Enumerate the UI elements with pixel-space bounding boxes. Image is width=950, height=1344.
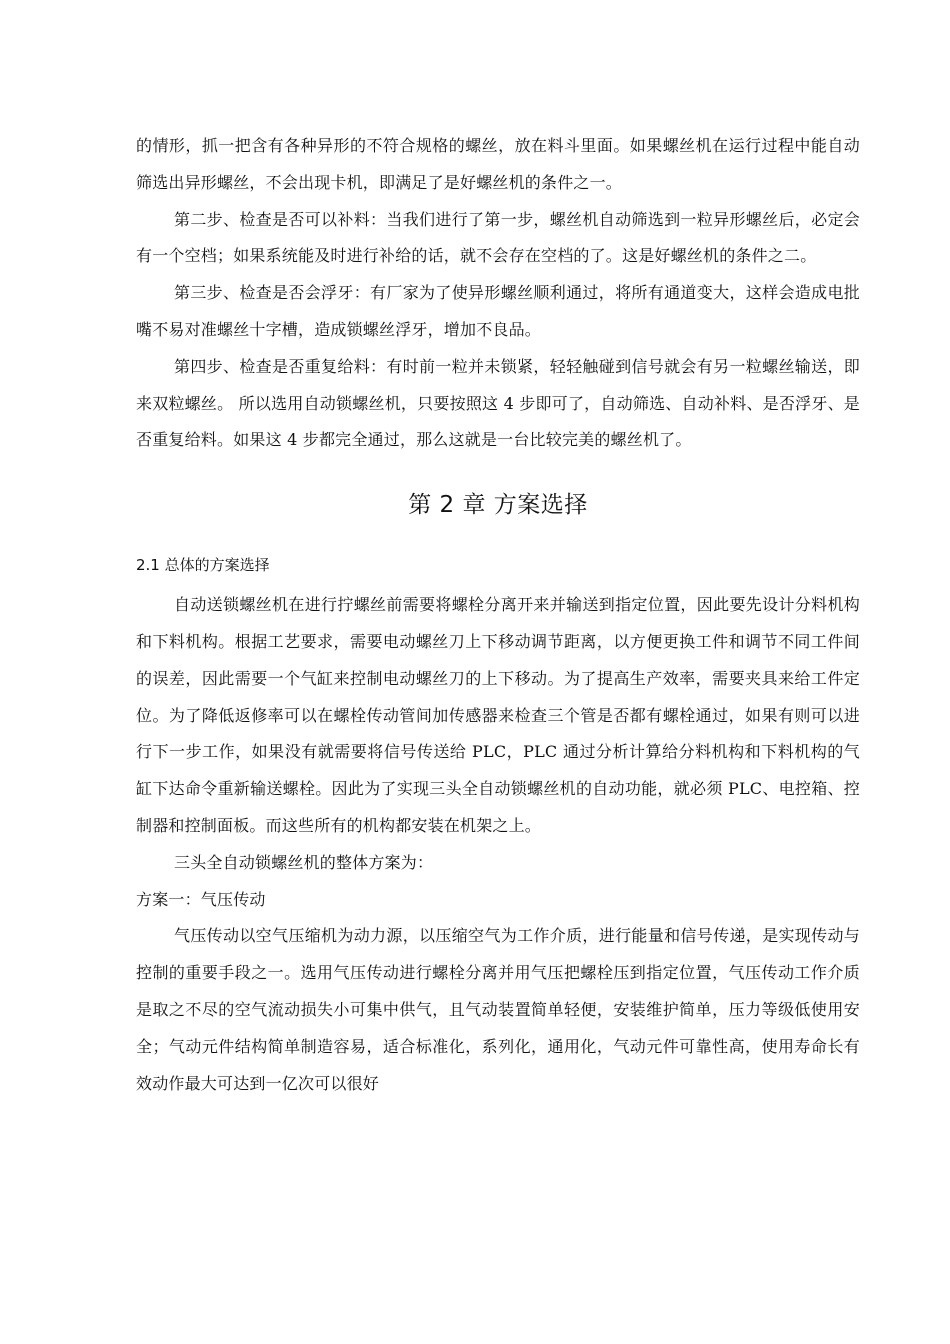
section-title: 2.1 总体的方案选择 — [136, 556, 270, 575]
document-page — [136, 128, 860, 1102]
paragraph-step-four: 第四步、检查是否重复给料：有时前一粒并未锁紧，轻轻触碰到信号就会有另一粒螺丝输送，即来双粒螺丝。 所以选用自动锁螺丝机，只要按照这 4 步即可了，自动筛选、自动补料、是否浮牙、是否重复给料。如果这 4 步都完全通过，那么这就是一台比较完美的螺丝机了。 — [136, 356, 860, 450]
paragraph-continuation: 的情形，抓一把含有各种异形的不符合规格的螺丝，放在料斗里面。如果螺丝机在运行过程中能自动筛选出异形螺丝，不会出现卡机，即满足了是好螺丝机的条件之一。 — [136, 136, 860, 192]
paragraph-step-two: 第二步、检查是否可以补料：当我们进行了第一步，螺丝机自动筛选到一粒异形螺丝后，必定会有一个空档；如果系统能及时进行补给的话，就不会存在空档的了。这是好螺丝机的条件之二。 — [136, 209, 860, 266]
paragraph-pneumatic: 气压传动以空气压缩机为动力源，以压缩空气为工作介质，进行能量和信号传递，是实现传动与控制的重要手段之一。选用气压传动进行螺栓分离并用气压把螺栓压到指定位置，气压传动工作介质是取之不尽的空气流动损失小可集中供气，且气动装置简单轻便，安装维护简单，压力等级低使用安全；气动元件结构简单制造容易，适合标准化，系列化，通用化，气动元件可靠性高，使用寿命长有效动作最大可达到一亿次可以很好 — [136, 926, 860, 1093]
chapter-title: 第 2 章 方案选择 — [408, 492, 588, 519]
paragraph-step-three: 第三步、检查是否会浮牙：有厂家为了使异形螺丝顺利通过，将所有通道变大，这样会造成电批嘴不易对准螺丝十字槽，造成锁螺丝浮牙，增加不良品。 — [136, 283, 860, 339]
option-one-label: 方案一：气压传动 — [136, 889, 266, 909]
paragraph-scheme-intro: 三头全自动锁螺丝机的整体方案为： — [174, 852, 434, 872]
paragraph-overall-scheme: 自动送锁螺丝机在进行拧螺丝前需要将螺栓分离开来并输送到指定位置，因此要先设计分料机构和下料机构。根据工艺要求，需要电动螺丝刀上下移动调节距离，以方便更换工件和调节不同工件间的误差，因此需要一个气缸来控制电动螺丝刀的上下移动。为了提高生产效率，需要夹具来给工件定位。为了降低返修率可以在螺栓传动管间加传感器来检查三个管是否都有螺栓通过，如果有则可以进行下一步工作，如果没有就需要将信号传送给 PLC，PLC 通过分析计算给分料机构和下料机构的气缸下达命令重新输送螺栓。因此为了实现三头全自动锁螺丝机的自动功能，就必须 PLC、电控箱、控制器和控制面板。而这些所有的机构都安装在机架之上。 — [136, 595, 860, 835]
